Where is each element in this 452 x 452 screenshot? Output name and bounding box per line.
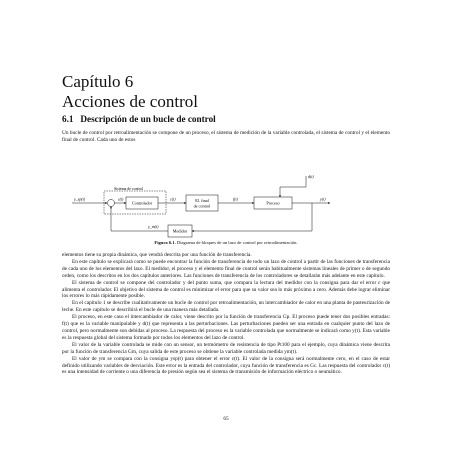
process-label: Proceso xyxy=(266,200,280,206)
control-output-label: c(t) xyxy=(170,196,176,202)
page-number: 65 xyxy=(223,416,229,422)
final-element-label-1: El. final xyxy=(195,198,209,203)
disturbance-label: d(t) xyxy=(308,174,314,179)
section-title: Descripción de un bucle de control xyxy=(80,114,216,124)
paragraph-0: elementos tiene su propia dinámica, que vendrá descrita por una función de transferencia. xyxy=(62,252,252,258)
paragraph-5: El valor de la variable controlada se mide con un sensor, un termómetro de resistencia de tipo Pt100 para el ejemplo, cuya dinámica viene descrita por la función de transferencia Gm, cuya salida de este proceso se obtiene la variable controlada medida ym(t). xyxy=(62,341,390,355)
controller-label: Controlador xyxy=(131,200,153,206)
intro-paragraph: Un bucle de control por retroalimentación se compone de un proceso, el sistema de medición de la variable controlada, el sistema de control y el elemento final de control. Cada uno de estos xyxy=(62,130,390,143)
paragraph-1: En este capítulo se explicará como se puede encontrar la función de transferencia de todo un lazo de control a partir de las funciones de transferencia de cada uno de los elementos del lazo. El medidor, el proceso y el elemento final de control serán habitualmente sistemas lineales de primer o de segundo orden, como los descritos en los dos capítulos anteriores. Las funciones de transferencia de los controladores se detallarán más adelante en este capítulo. xyxy=(62,258,390,279)
measured-label: y_m(t) xyxy=(148,224,159,229)
paragraph-2: El sistema de control se compone del controlador y del punto suma, que compara la lectura del medidor con la consigna para dar el error ε que alimenta el controlador. El objetivo del sistema de control es minimizar el error para que su valor sea lo más próximo a cero. Además debe lograr eliminar los errores lo más rápidamente posible. xyxy=(62,279,390,300)
chapter-title: Acciones de control xyxy=(62,92,198,111)
measurement-label: Medidor xyxy=(172,228,188,234)
summing-junction xyxy=(108,200,115,207)
figure-caption-label: Figura 6.1. xyxy=(154,240,176,245)
setpoint-label: y_sp(t) xyxy=(74,196,86,202)
body-text xyxy=(62,252,390,376)
output-label: y(t) xyxy=(320,196,326,202)
disturbance-arrow xyxy=(280,176,306,197)
block-diagram xyxy=(62,172,390,238)
error-label: ε(t) xyxy=(118,196,124,202)
measured-arrow xyxy=(111,207,168,232)
paragraph-6: El valor de ym se compara con la consigna ysp(t) para obtener el error ε(t). El valor de la consigna será normalmente cero, en el caso de estar definido utilizando variables de desviación. Este error es la entrada del controlador, cuya función de transferencia es Gc. Las respuesta del controlador c(t) es una intensidad de corriente o una diferencia de presión según sea el sistema de transmisión de información eléctrico o neumático. xyxy=(62,355,390,376)
figure-caption xyxy=(62,240,390,245)
figure-caption-text: Diagrama de bloques de un lazo de control por retroalimentación. xyxy=(176,240,298,245)
manipulated-label: f(t) xyxy=(233,196,238,202)
control-system-label: Sistema de control xyxy=(114,187,143,191)
section-heading xyxy=(62,114,216,124)
chapter-number: Capítulo 6 xyxy=(62,72,134,91)
section-number: 6.1 xyxy=(62,114,74,124)
paragraph-4: El proceso, en este caso el intercambiador de calor, viene descrito por la función de transferencia Gp. El proceso puede tener dos posibles entradas: f(t) que es la variable manipulable y d(t) que representa a las perturbaciones. Las perturbaciones pueden ser una entrada en cualquier punto del lazo de control, pero normalmente son debidas al proceso. La respuesta del proceso es la variable controlada que normalmente se indicará como y(t). Esta variable es la respuesta global del sistema formado por todos los elementos del lazo de control. xyxy=(62,314,390,341)
final-element-label-2: de control xyxy=(193,203,211,209)
paragraph-3: En el capítulo 1 se describe cualitativamente un bucle de control por retroalimentación, un intercambiador de calor en una planta de pasteurización de leche. En este capítulo se describirá el bucle de una manera más detallada. xyxy=(62,300,390,314)
